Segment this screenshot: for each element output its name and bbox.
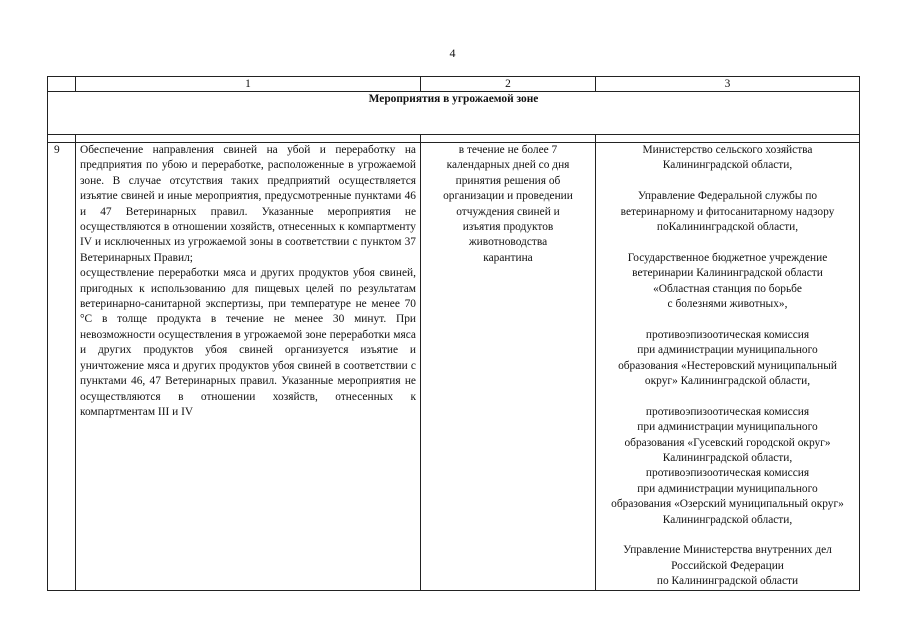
executor-line: противоэпизоотическая комиссия bbox=[645, 328, 810, 341]
executor-line: округ» Калининградской области, bbox=[644, 375, 811, 388]
executor-line: Калининградской области, bbox=[662, 452, 793, 465]
header-cell-number bbox=[48, 77, 76, 92]
section-title: Мероприятия в угрожаемой зоне bbox=[48, 92, 860, 135]
measure-paragraph: осуществление переработки мяса и других продуктов убоя свиней, пригодных к использованию для пищевых целей по результатам ветеринарно-санитарной экспертизы, при температуре не менее 70 °С в толще продукта в течение не менее 30 минут. При невозможности осуществления в угрожаемой зоне переработки мяса и других продуктов убоя свиней организуется изъятие и уничтожение мяса и других продуктов убоя свиней в соответствии с пунктами 46, 47 Ветеринарных правил. Указанные мероприятия не осуществляются в отношении хозяйств, отнесенных к компартментам III и IV bbox=[80, 267, 416, 418]
executor-commission-nesterov bbox=[600, 328, 855, 390]
row-number: 9 bbox=[48, 143, 76, 591]
spacer-cell bbox=[48, 135, 76, 143]
executor-vet-station bbox=[600, 251, 855, 313]
executor-ministry-agriculture bbox=[600, 143, 855, 174]
executor-line: Государственное бюджетное учреждение bbox=[627, 251, 828, 264]
executor-line: при администрации муниципального bbox=[637, 421, 818, 434]
header-cell-3: 3 bbox=[596, 77, 860, 92]
executor-line: образования «Гусевский городской округ» bbox=[624, 436, 831, 449]
executor-mvd bbox=[600, 543, 855, 589]
executor-commission-ozersk bbox=[600, 466, 855, 528]
measure-cell bbox=[76, 143, 421, 591]
executor-rosselkhoznadzor bbox=[600, 189, 855, 235]
measure-paragraph: Обеспечение направления свиней на убой и переработку на предприятия по убою и переработке, расположенные в угрожаемой зоне. В случае отсутствия таких предприятий осуществляется изъятие свиней и иные мероприятия, предусмотренные пунктами 46 и 47 Ветеринарных правил. Указанные мероприятия не осуществляются в отношении хозяйств, отнесенных к компартменту IV и исключенных из угрожаемой зоны в соответствии с пунктом 37 Ветеринарных Правил; bbox=[80, 144, 416, 264]
executor-line: поКалининградской области, bbox=[656, 221, 799, 234]
executor-line: Калининградской области, bbox=[662, 513, 793, 526]
page-number: 4 bbox=[449, 46, 456, 60]
executor-line: при администрации муниципального bbox=[637, 482, 818, 495]
deadline-line: животноводства bbox=[468, 236, 548, 249]
section-row bbox=[48, 92, 860, 135]
executor-line: Российской Федерации bbox=[671, 559, 784, 572]
executor-line: Калининградской области, bbox=[662, 159, 793, 172]
spacer-row bbox=[48, 135, 860, 143]
deadline-line: карантина bbox=[483, 251, 533, 264]
executor-line: ветеринарии Калининградской области bbox=[632, 267, 823, 280]
executor-line: с болезнями животных», bbox=[667, 298, 788, 311]
executors-cell bbox=[596, 143, 860, 591]
spacer-cell bbox=[421, 135, 596, 143]
deadline-cell bbox=[421, 143, 596, 591]
executor-line: противоэпизоотическая комиссия bbox=[645, 467, 810, 480]
deadline-line: принятия решения об bbox=[455, 174, 561, 187]
deadline-line: в течение не более 7 bbox=[458, 144, 558, 156]
table-row bbox=[48, 143, 860, 591]
deadline-line: организации и проведении bbox=[443, 190, 573, 203]
header-cell-2: 2 bbox=[421, 77, 596, 92]
executor-line: образования «Нестеровский муниципальный bbox=[618, 359, 837, 372]
executor-line: Министерство сельского хозяйства bbox=[642, 144, 813, 156]
executor-line: по Калининградской области bbox=[656, 575, 799, 588]
spacer-cell bbox=[596, 135, 860, 143]
header-cell-1: 1 bbox=[76, 77, 421, 92]
executor-commission-gusev bbox=[600, 405, 855, 467]
executor-line: образования «Озерский муниципальный округ» bbox=[611, 498, 844, 511]
deadline-line: изъятия продуктов bbox=[462, 221, 554, 234]
executor-line: Управление Министерства внутренних дел bbox=[623, 544, 832, 557]
executor-line: при администрации муниципального bbox=[637, 344, 818, 357]
executor-line: ветеринарному и фитосанитарному надзору bbox=[620, 205, 835, 218]
table-header-row bbox=[48, 77, 860, 92]
measures-table bbox=[47, 76, 860, 591]
executor-line: противоэпизоотическая комиссия bbox=[645, 405, 810, 418]
spacer-cell bbox=[76, 135, 421, 143]
deadline-line: отчуждения свиней и bbox=[456, 205, 560, 218]
executor-line: «Областная станция по борьбе bbox=[653, 282, 802, 295]
executor-line: Управление Федеральной службы по bbox=[637, 190, 818, 203]
deadline-line: календарных дней со дня bbox=[446, 159, 570, 172]
